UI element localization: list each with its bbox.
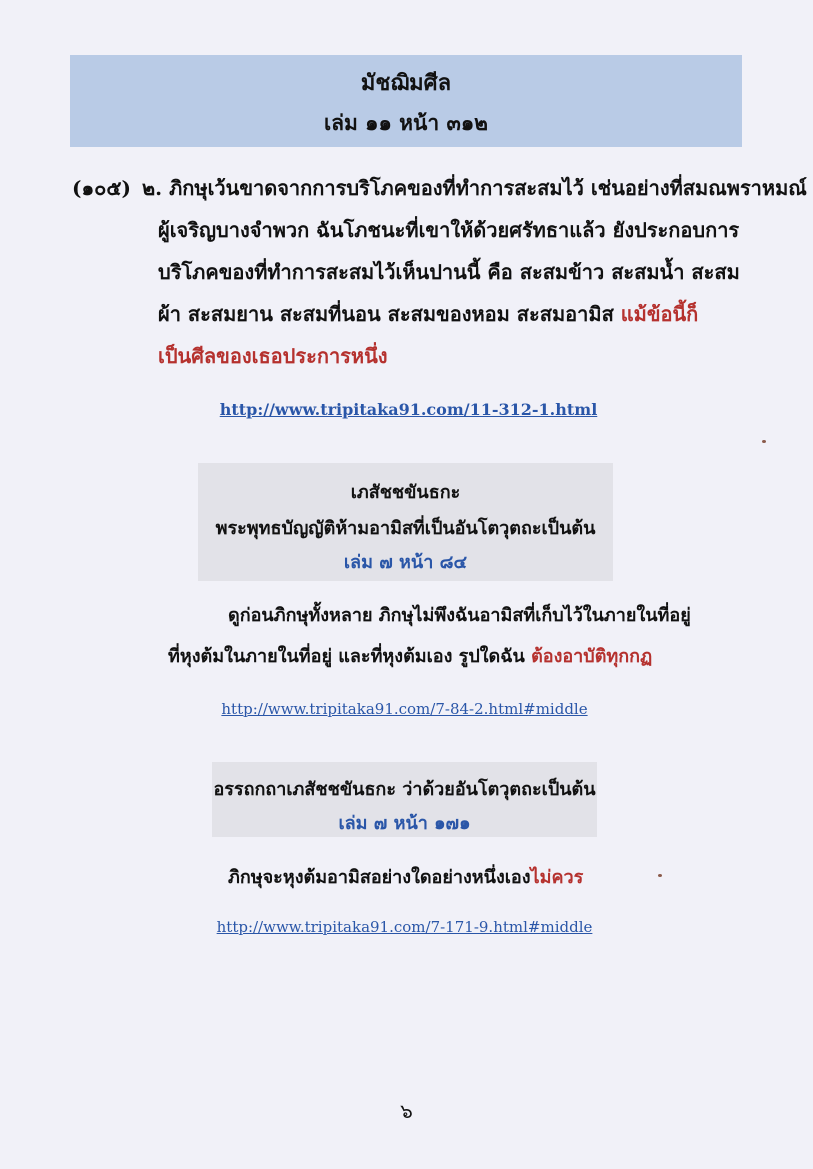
section2-box [198,463,613,581]
section3-box [212,762,597,837]
highlight-text: แม้ข้อนี้ก็ [620,302,699,326]
section3-line-1-text: ภิกษุจะหุงต้มอามิสอย่างใดอย่างหนึ่งเอง [228,867,531,888]
section3-line-1 [228,862,583,891]
header-title: มัชฌิมศีล [360,70,452,96]
paragraph-line-2: ผู้เจริญบางจำพวก ฉันโภชนะที่เขาให้ด้วยศรัทธาแล้ว ยังประกอบการ [158,218,740,242]
section2-subtitle: พระพุทธบัญญัติห้ามอามิสที่เป็นอันโตวุตถะเป็นต้น [215,518,596,539]
paragraph-line-4-text: ผ้า สะสมยาน สะสมที่นอน สะสมของหอม สะสมอามิส [158,302,621,326]
page-number: ๖ [400,1099,413,1123]
section3-reference: เล่ม ๗ หน้า ๑๗๑ [338,813,471,834]
section2-highlight: ต้องอาบัติทุกกฏ [531,646,653,667]
link-2[interactable]: http://www.tripitaka91.com/7-84-2.html#middle [221,700,588,718]
link-1[interactable]: http://www.tripitaka91.com/11-312-1.html [219,400,598,419]
section2-reference: เล่ม ๗ หน้า ๘๔ [343,552,468,573]
scan-speck [658,874,662,877]
paragraph-line-4 [158,298,698,330]
paragraph-line-1: ๒. ภิกษุเว้นขาดจากการบริโภคของที่ทำการสะสมไว้ เช่นอย่างที่สมณพราหมณ์ [142,176,807,200]
section2-line-2-text: ที่หุงต้มในภายในที่อยู่ และที่หุงต้มเอง รูปใดฉัน [168,646,532,667]
paragraph-line-3: บริโภคของที่ทำการสะสมไว้เห็นปานนี้ คือ สะสมข้าว สะสมน้ำ สะสม [158,260,740,284]
header-box [70,55,742,147]
header-reference: เล่ม ๑๑ หน้า ๓๑๒ [323,110,488,135]
section2-line-2 [168,641,652,670]
section3-title: อรรถกถาเภสัชชขันธกะ ว่าด้วยอันโตวุตถะเป็นต้น [213,779,596,800]
section3-highlight: ไม่ควร [530,867,584,888]
link-3[interactable]: http://www.tripitaka91.com/7-171-9.html#middle [216,918,593,936]
section2-title: เภสัชชขันธกะ [350,482,461,503]
paragraph-number: (๑๐๕) [72,176,131,200]
section2-line-1: ดูก่อนภิกษุทั้งหลาย ภิกษุไม่พึงฉันอามิสที่เก็บไว้ในภายในที่อยู่ [228,605,691,626]
scan-speck [762,440,766,443]
paragraph-line-5: เป็นศีลของเธอประการหนึ่ง [158,344,388,368]
